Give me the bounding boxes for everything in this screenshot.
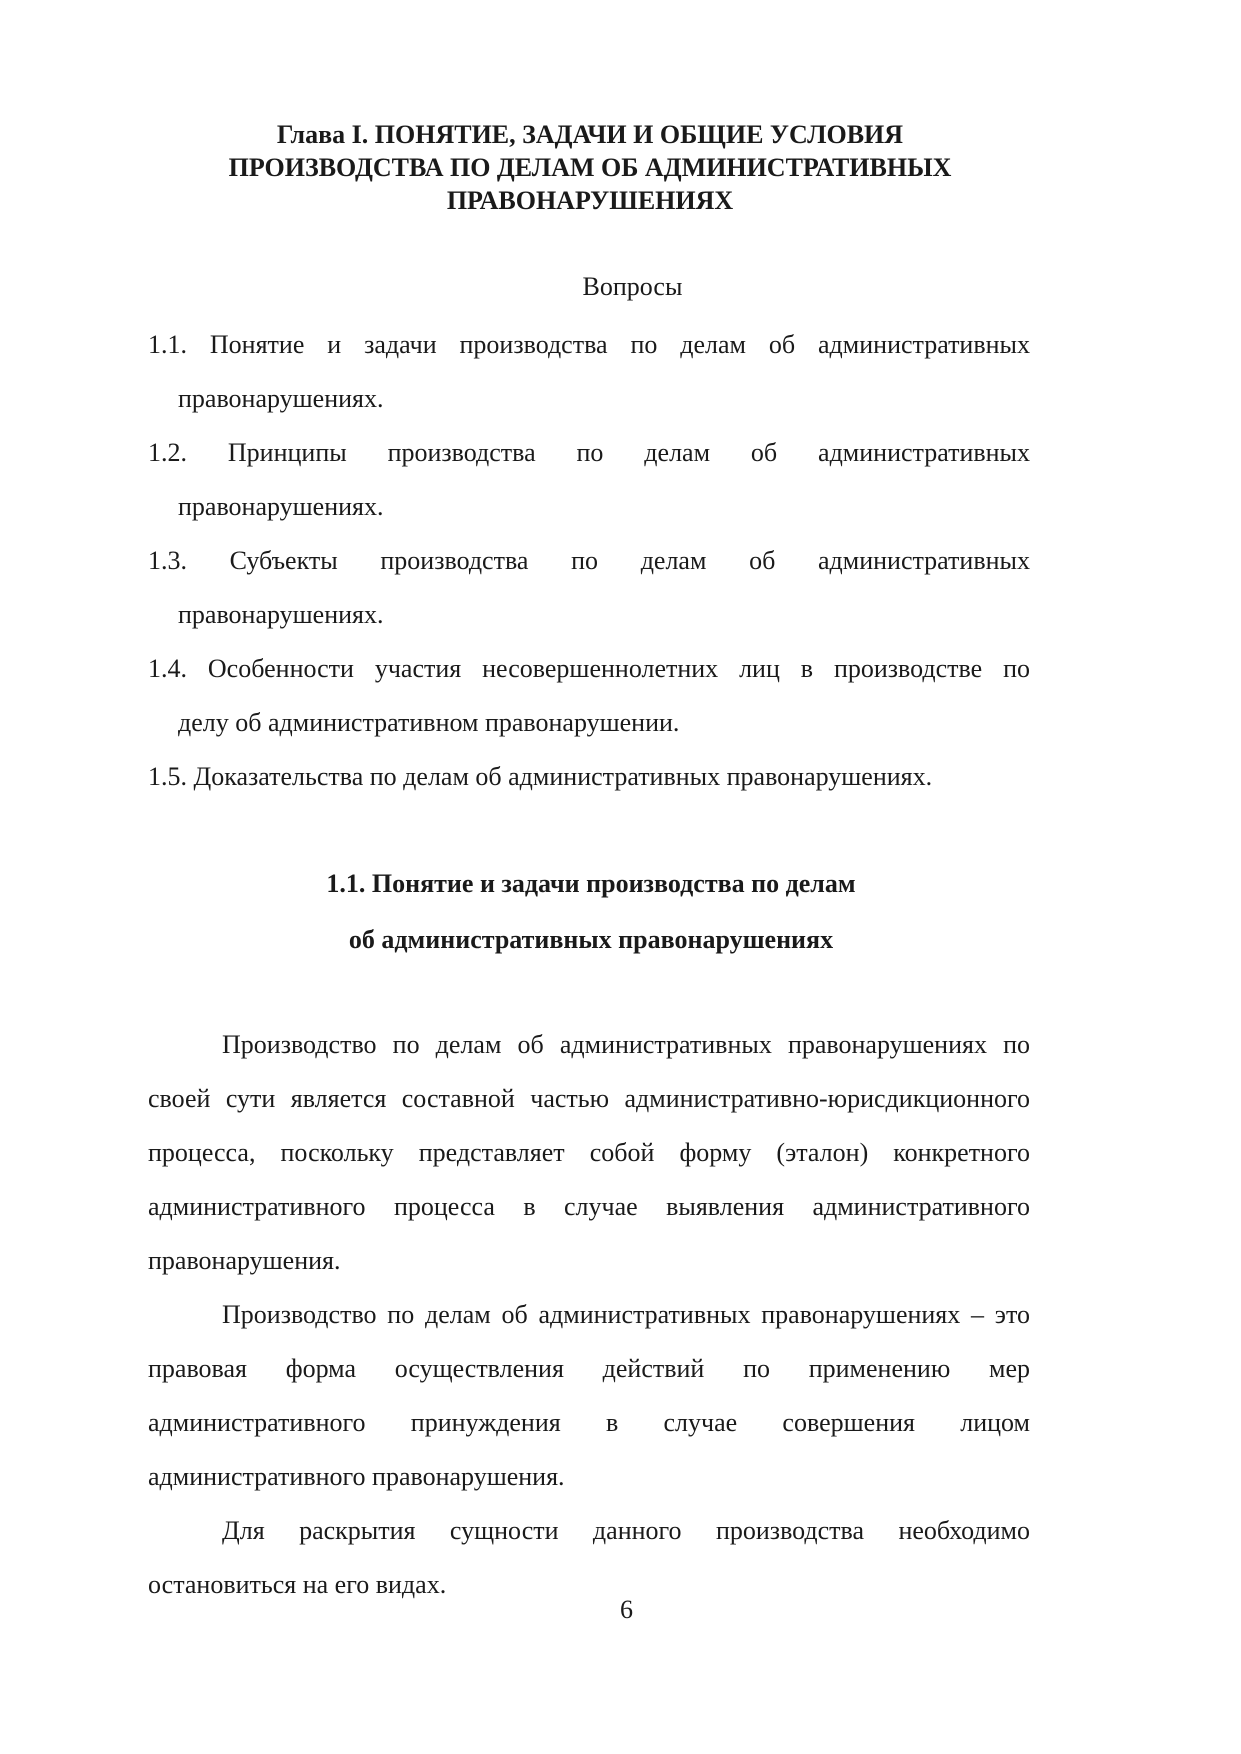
question-line: делу об административном правонарушении. [178, 708, 680, 737]
questions-heading: Вопросы [582, 272, 683, 301]
question-line: правонарушениях. [178, 492, 384, 521]
question-number: 1.2. [148, 438, 187, 467]
question-number: 1.1. [148, 330, 187, 359]
question-line [148, 426, 1030, 480]
question-line: правонарушениях. [178, 384, 384, 413]
question-line: правонарушениях. [178, 600, 384, 629]
paragraph: Для раскрытия сущности данного производства необходимо остановиться на его видах. [148, 1516, 1030, 1599]
question-text: Доказательства по делам об административных правонарушениях. [193, 762, 933, 791]
paragraph: Производство по делам об административных правонарушениях – это правовая форма осуществления действий по применению мер административного принуждения в случае совершения лицом административного правонарушения. [148, 1300, 1030, 1491]
question-text: Принципы производства по делам об административных [227, 438, 1031, 467]
question-item [148, 318, 1030, 426]
question-line [148, 318, 1030, 372]
chapter-title-line: Глава I. ПОНЯТИЕ, ЗАДАЧИ И ОБЩИЕ УСЛОВИЯ [276, 120, 904, 149]
question-line [148, 750, 1030, 804]
questions-list [148, 318, 1030, 804]
question-text: Понятие и задачи производства по делам об административных [209, 330, 1031, 359]
question-item [148, 426, 1030, 534]
question-item [148, 642, 1030, 750]
chapter-title-line: ПРАВОНАРУШЕНИЯХ [446, 186, 734, 215]
question-item [148, 750, 1030, 804]
question-item [148, 534, 1030, 642]
section-title-line: об административных правонарушениях [348, 925, 834, 954]
chapter-title [150, 118, 1030, 217]
body-text [148, 1018, 1030, 1612]
page-number: 6 [620, 1595, 633, 1624]
chapter-title-line: ПРОИЗВОДСТВА ПО ДЕЛАМ ОБ АДМИНИСТРАТИВНЫХ [228, 153, 952, 182]
question-number: 1.5. [148, 762, 187, 791]
question-number: 1.3. [148, 546, 187, 575]
question-line [148, 642, 1030, 696]
paragraph: Производство по делам об административных правонарушениях по своей сути является составной частью административно-юрисдикционного процесса, поскольку представляет собой форму (эталон) конкретного административного процесса в случае выявления административного правонарушения. [148, 1030, 1030, 1275]
section-title [150, 856, 1032, 968]
question-text: Субъекты производства по делам об административных [229, 546, 1030, 575]
question-number: 1.4. [148, 654, 187, 683]
question-line [148, 534, 1030, 588]
section-title-line: 1.1. Понятие и задачи производства по делам [326, 869, 856, 898]
question-text: Особенности участия несовершеннолетних лиц в производстве по [207, 654, 1031, 683]
